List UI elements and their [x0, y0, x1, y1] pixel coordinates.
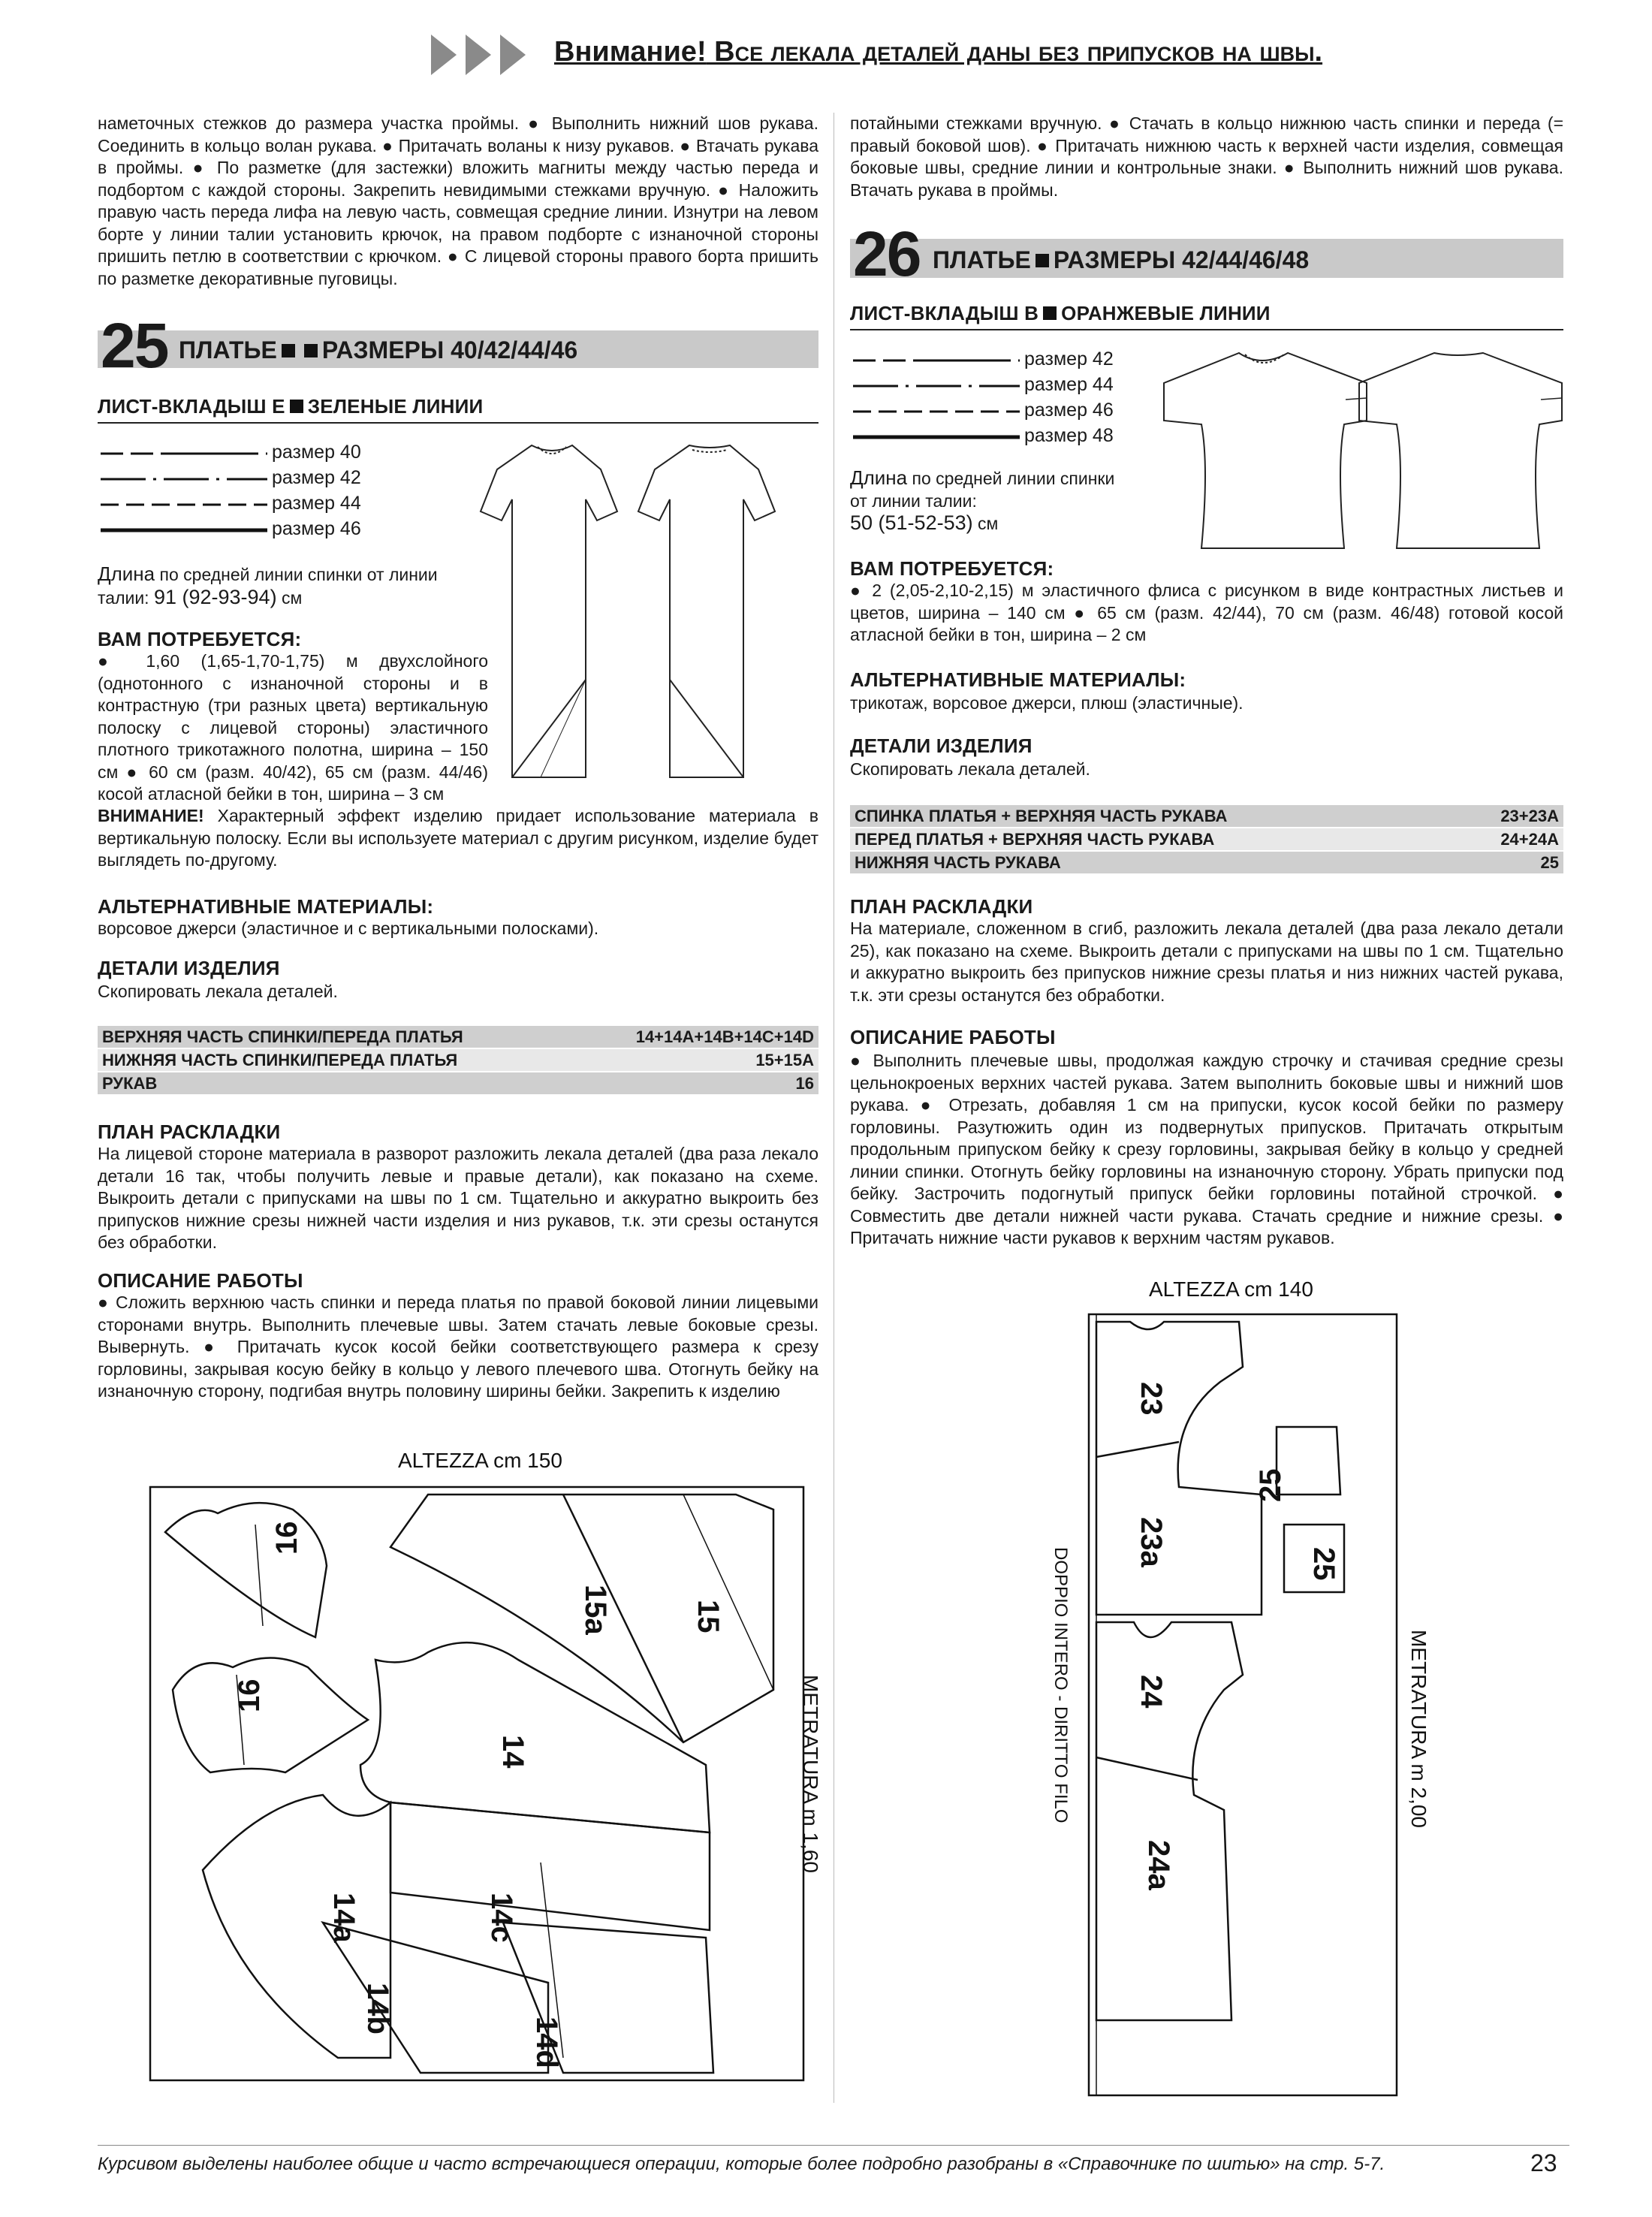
s26-alt-text: трикотаж, ворсовое джерси, плюш (эластичные).: [850, 693, 1244, 713]
footer-note: Курсивом выделены наиболее общие и часто встречающиеся операции, которые более подробно разобраны в «Справочнике по шитью» на стр. 5-7.: [98, 2154, 1385, 2174]
table-cell-name: СПИНКА ПЛАТЬЯ + ВЕРХНЯЯ ЧАСТЬ РУКАВА: [850, 805, 1457, 828]
s26-length-d: см: [972, 514, 999, 533]
table-row: [98, 1048, 818, 1072]
s25-piece-14b: 14b: [361, 1983, 394, 2035]
s25-legend-46: размер 46: [272, 518, 361, 539]
s26-insert-label: ЛИСТ-ВКЛАДЫШ В: [850, 302, 1039, 324]
s26-fold-label: DOPPIO INTERO - DIRITTO FILO: [1051, 1547, 1071, 1823]
s25-length-d: см: [276, 587, 303, 608]
right-top-paragraph: потайными стежками вручную. ● Стачать в кольцо нижнюю часть спинки и переда (= правый боковой шов). ● Притачать нижнюю часть к верхней части изделия, совмещая боковые швы, средние линии и контрольные знаки. ● Выполнить нижний шов рукава. Втачать рукава в проймы.: [850, 113, 1563, 200]
s26-insert-rule: [850, 329, 1563, 330]
table-row: [850, 828, 1563, 851]
table-cell-name: РУКАВ: [98, 1072, 576, 1095]
s26-details-title: ДЕТАЛИ ИЗДЕЛИЯ: [850, 734, 1032, 757]
s25-piece-14: 14: [496, 1735, 529, 1769]
s25-height-label: ALTEZZA cm 150: [398, 1449, 562, 1472]
table-cell-code: 23+23А: [1457, 805, 1563, 828]
header-arrows: [431, 33, 536, 77]
s25-piece-15a: 15a: [579, 1585, 612, 1635]
s26-work-text: ● Выполнить плечевые швы, продолжая каждую строчку и стачивая средние срезы цельнокроеных верхних частей рукава. Затем выполнить боковые швы и нижний шов рукава. ● Отрезать, добавляя 1 см на припуски, кусок косой бейки по размеру горловины. Разутюжить один из подвернутых припусков. Притачать открытым продольным припуском бейку к срезу горловины, закрывая бейку в кольцо у средней линии спинки. Отогнуть бейку горловины на изнаночную сторону. Убрать припуски под бейку. Застрочить подогнутый припуск бейки горловины потайной строчкой. ● Совместить две детали нижней части рукава. Стачать средние и нижние срезы. ● Притачать нижние части рукавов к верхним частям рукавов.: [850, 1051, 1563, 1247]
table-cell-name: НИЖНЯЯ ЧАСТЬ СПИНКИ/ПЕРЕДА ПЛАТЬЯ: [98, 1048, 576, 1072]
table-cell-name: ВЕРХНЯЯ ЧАСТЬ СПИНКИ/ПЕРЕДА ПЛАТЬЯ: [98, 1026, 576, 1048]
s25-legend-40: размер 40: [272, 442, 361, 463]
s26-length: [850, 467, 1135, 535]
s26-need-text: ● 2 (2,05-2,10-2,15) м эластичного флиса с рисунком в виде контрастных листьев и цветов, ширина – 140 см ● 65 см (разм. 42/44), 70 см (разм. 46/48) готовой косой атласной бейки в тон, ширина – 2 см: [850, 581, 1563, 644]
s25-number: 25: [101, 310, 168, 381]
left-top-paragraph: наметочных стежков до размера участка проймы. ● Выполнить нижний шов рукава. Соединить в кольцо волан рукава. ● Притачать воланы к низу рукавов. ● Втачать рукава в проймы. ● По разметке (для застежки) вложить магниты между частью переда и подбортом с каждой стороны. Закрепить невидимыми стежками вручную. ● Наложить правую часть переда лифа на левую часть, совмещая средние линии. Изнутри на левом борте у линии талии установить крючок, на правом подборте с изнаночной стороны пришить петлю в соответствии с крючком. ● С лицевой стороны правого борта пришить по разметке декоративные пуговицы.: [98, 113, 818, 288]
s25-warn-text: Характерный эффект изделию придает использование материала в вертикальную полоску. Если вы используете материал с другим рисунком, изделие будет выглядеть по-другому.: [98, 806, 818, 870]
s26-title-text: ПЛАТЬЕ: [933, 246, 1031, 273]
s26-length-b: по средней линии спинки от линии талии:: [850, 469, 1115, 511]
table-cell-code: 16: [576, 1072, 818, 1095]
s26-piece-25a: 25: [1254, 1468, 1287, 1502]
s26-parts-table: [850, 805, 1563, 875]
s26-sizes: РАЗМЕРЫ 42/44/46/48: [1053, 246, 1310, 273]
s25-length-c: 91 (92-93-94): [153, 585, 277, 608]
s26-work-title: ОПИСАНИЕ РАБОТЫ: [850, 1026, 1056, 1048]
s26-details-text: Скопировать лекала деталей.: [850, 759, 1090, 779]
table-cell-code: 24+24А: [1457, 828, 1563, 851]
s26-legend-48: размер 48: [1024, 425, 1114, 446]
s25-need-text: ● 1,60 (1,65-1,70-1,75) м двухслойного (однотонного с изнаночной стороны и в контрастную (три разных цвета) вертикальную полоску с лицевой стороны) эластичного плотного трикотажного полотна, ширина – 150 см ● 60 см (разм. 40/42), 65 см (разм. 44/46) косой атласной бейки в тон, ширина – 3 см: [98, 651, 488, 804]
s25-length-label: METRATURA m 1,60: [799, 1675, 822, 1873]
s26-piece-23: 23: [1135, 1382, 1168, 1416]
s25-insert-label: ЛИСТ-ВКЛАДЫШ Е: [98, 395, 285, 418]
header-text: Все лекала деталей даны без припусков на швы.: [706, 36, 1323, 68]
s26-lines-label: ОРАНЖЕВЫЕ ЛИНИИ: [1061, 302, 1271, 324]
s25-insert: [98, 395, 483, 418]
s25-sizes: РАЗМЕРЫ 40/42/44/46: [321, 336, 578, 363]
s25-warn-label: ВНИМАНИЕ!: [98, 806, 204, 825]
s25-details-text: Скопировать лекала деталей.: [98, 982, 338, 1001]
s25-need-title: ВАМ ПОТРЕБУЕТСЯ:: [98, 628, 302, 650]
table-cell-name: НИЖНЯЯ ЧАСТЬ РУКАВА: [850, 851, 1457, 874]
s26-alt-title: АЛЬТЕРНАТИВНЫЕ МАТЕРИАЛЫ:: [850, 668, 1186, 691]
s26-dress-sketch: [1149, 338, 1599, 556]
s25-title: [179, 336, 577, 364]
s26-insert: [850, 302, 1271, 325]
s25-piece-15: 15: [692, 1600, 725, 1633]
s25-warning: [98, 805, 818, 872]
s25-dress-sketch: [473, 439, 811, 785]
s25-work-text: ● Сложить верхнюю часть спинки и переда платья по правой боковой линии лицевыми сторонами внутрь. Выполнить плечевые швы. Затем стачать левые боковые срезы. Вывернуть. ● Притачать кусок косой бейки соответствующего размера к срезу горловины, закрывая косую бейку в кольцо у левого плечевого шва. Отогнуть бейку на изнаночную сторону, подгибая внутрь половину ширины бейки. Закрепить к изделию: [98, 1292, 818, 1401]
s25-plan-text: На лицевой стороне материала в разворот разложить лекала деталей (два раза лекало детали 16 так, чтобы получить левые и правые детали), как показано на схеме. Выкроить детали с припусками на швы по 1 см. Тщательно и аккуратно выкроить без припусков нижние срезы нижней части изделия и низ рукавов, т.к. эти срезы останутся без обработки.: [98, 1144, 818, 1252]
s26-legend: [850, 348, 1150, 454]
header-attention: Внимание!: [554, 36, 707, 68]
header-notice: [554, 36, 1322, 68]
s25-lines-label: ЗЕЛЕНЫЕ ЛИНИИ: [307, 395, 484, 418]
s26-length-a: Длина: [850, 466, 908, 489]
s25-legend-42: размер 42: [272, 467, 361, 488]
s25-piece-14d: 14d: [530, 2016, 563, 2068]
s25-alt-text: ворсовое джерси (эластичное и с вертикальными полосками).: [98, 918, 599, 938]
s25-work-title: ОПИСАНИЕ РАБОТЫ: [98, 1269, 303, 1292]
table-row: [98, 1026, 818, 1048]
table-row: [98, 1072, 818, 1095]
s25-details-title: ДЕТАЛИ ИЗДЕЛИЯ: [98, 957, 280, 979]
s25-length-b: по средней линии спинки от линии талии:: [98, 565, 438, 608]
s25-length-a: Длина: [98, 563, 155, 585]
s26-piece-24: 24: [1135, 1675, 1168, 1709]
s26-piece-23a: 23a: [1135, 1517, 1168, 1567]
s25-insert-rule: [98, 422, 818, 424]
table-row: [850, 851, 1563, 874]
table-cell-code: 14+14А+14В+14С+14D: [576, 1026, 818, 1048]
s26-legend-46: размер 46: [1024, 400, 1114, 421]
s26-number: 26: [853, 219, 921, 289]
s26-plan-title: ПЛАН РАСКЛАДКИ: [850, 895, 1033, 918]
s26-need-title: ВАМ ПОТРЕБУЕТСЯ:: [850, 557, 1054, 580]
s26-length-c: 50 (51-52-53): [850, 511, 973, 534]
s26-piece-25b: 25: [1307, 1547, 1340, 1581]
s25-layout-diagram: [143, 1442, 834, 2103]
table-cell-code: 25: [1457, 851, 1563, 874]
s25-piece-16a: 16: [270, 1521, 303, 1555]
s26-height-label: ALTEZZA cm 140: [1149, 1277, 1313, 1301]
s25-piece-14c: 14c: [485, 1893, 518, 1943]
s25-piece-16b: 16: [233, 1679, 266, 1712]
s26-legend-42: размер 42: [1024, 348, 1114, 370]
s25-legend: [98, 442, 398, 547]
s25-alt-title: АЛЬТЕРНАТИВНЫЕ МАТЕРИАЛЫ:: [98, 895, 434, 918]
s25-legend-44: размер 44: [272, 493, 361, 514]
table-cell-name: ПЕРЕД ПЛАТЬЯ + ВЕРХНЯЯ ЧАСТЬ РУКАВА: [850, 828, 1457, 851]
s26-piece-24a: 24a: [1142, 1840, 1175, 1890]
s26-length-label: METRATURA m 2,00: [1407, 1630, 1430, 1828]
s25-title-text: ПЛАТЬЕ: [179, 336, 277, 363]
s25-piece-14a: 14a: [327, 1893, 360, 1943]
s26-plan-text: На материале, сложенном в сгиб, разложить лекала деталей (два раза лекало детали 25), как показано на схеме. Выкроить детали с припусками на швы по 1 см. Тщательно и аккуратно выкроить без припусков нижние срезы платья и низ нижних частей рукава, т.к. эти срезы останутся без обработки.: [850, 918, 1563, 1005]
footer-rule: [98, 2145, 1569, 2146]
page-number: 23: [1530, 2149, 1557, 2176]
table-cell-code: 15+15А: [576, 1048, 818, 1072]
table-row: [850, 805, 1563, 828]
s26-legend-44: размер 44: [1024, 374, 1114, 395]
s25-plan-title: ПЛАН РАСКЛАДКИ: [98, 1121, 281, 1143]
s25-parts-table: [98, 1026, 818, 1096]
s26-layout-diagram: [1036, 1269, 1442, 2103]
s25-length: [98, 563, 488, 609]
s26-title: [933, 246, 1309, 274]
